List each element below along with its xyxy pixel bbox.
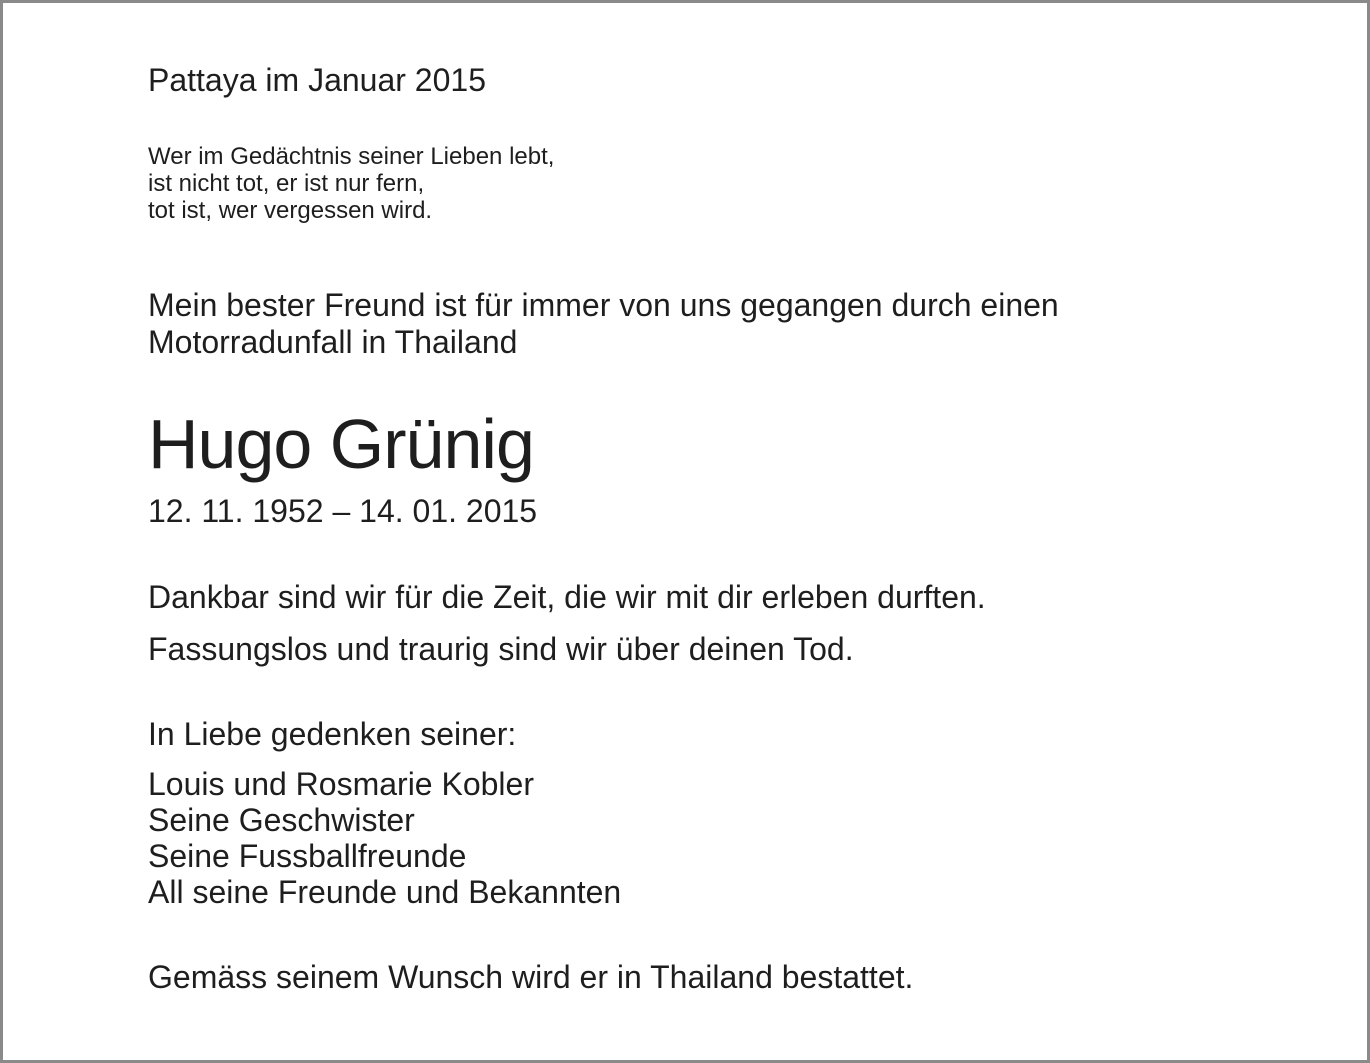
memorial-poem (148, 143, 554, 224)
mourners-heading: In Liebe gedenken seiner: (148, 716, 517, 752)
grief-line: Fassungslos und traurig sind wir über deinen Tod. (148, 631, 854, 667)
poem-line: ist nicht tot, er ist nur fern, (148, 170, 425, 197)
life-dates: 12. 11. 1952 – 14. 01. 2015 (148, 493, 538, 529)
mourners-list (148, 766, 621, 910)
mourner-item: Louis und Rosmarie Kobler (148, 766, 534, 802)
poem-line: Wer im Gedächtnis seiner Lieben lebt, (148, 143, 555, 170)
burial-note: Gemäss seinem Wunsch wird er in Thailand bestattet. (148, 959, 914, 995)
mourner-item: Seine Fussballfreunde (148, 838, 467, 874)
deceased-name: Hugo Grünig (148, 405, 534, 483)
intro-statement (148, 287, 1059, 361)
place-date: Pattaya im Januar 2015 (148, 62, 486, 98)
mourner-item: Seine Geschwister (148, 802, 415, 838)
mourner-item: All seine Freunde und Bekannten (148, 874, 622, 910)
poem-line: tot ist, wer vergessen wird. (148, 197, 433, 224)
intro-line: Motorradunfall in Thailand (148, 324, 518, 360)
intro-line: Mein bester Freund ist für immer von uns gegangen durch einen (148, 287, 1059, 323)
gratitude-line: Dankbar sind wir für die Zeit, die wir mit dir erleben durften. (148, 579, 986, 615)
